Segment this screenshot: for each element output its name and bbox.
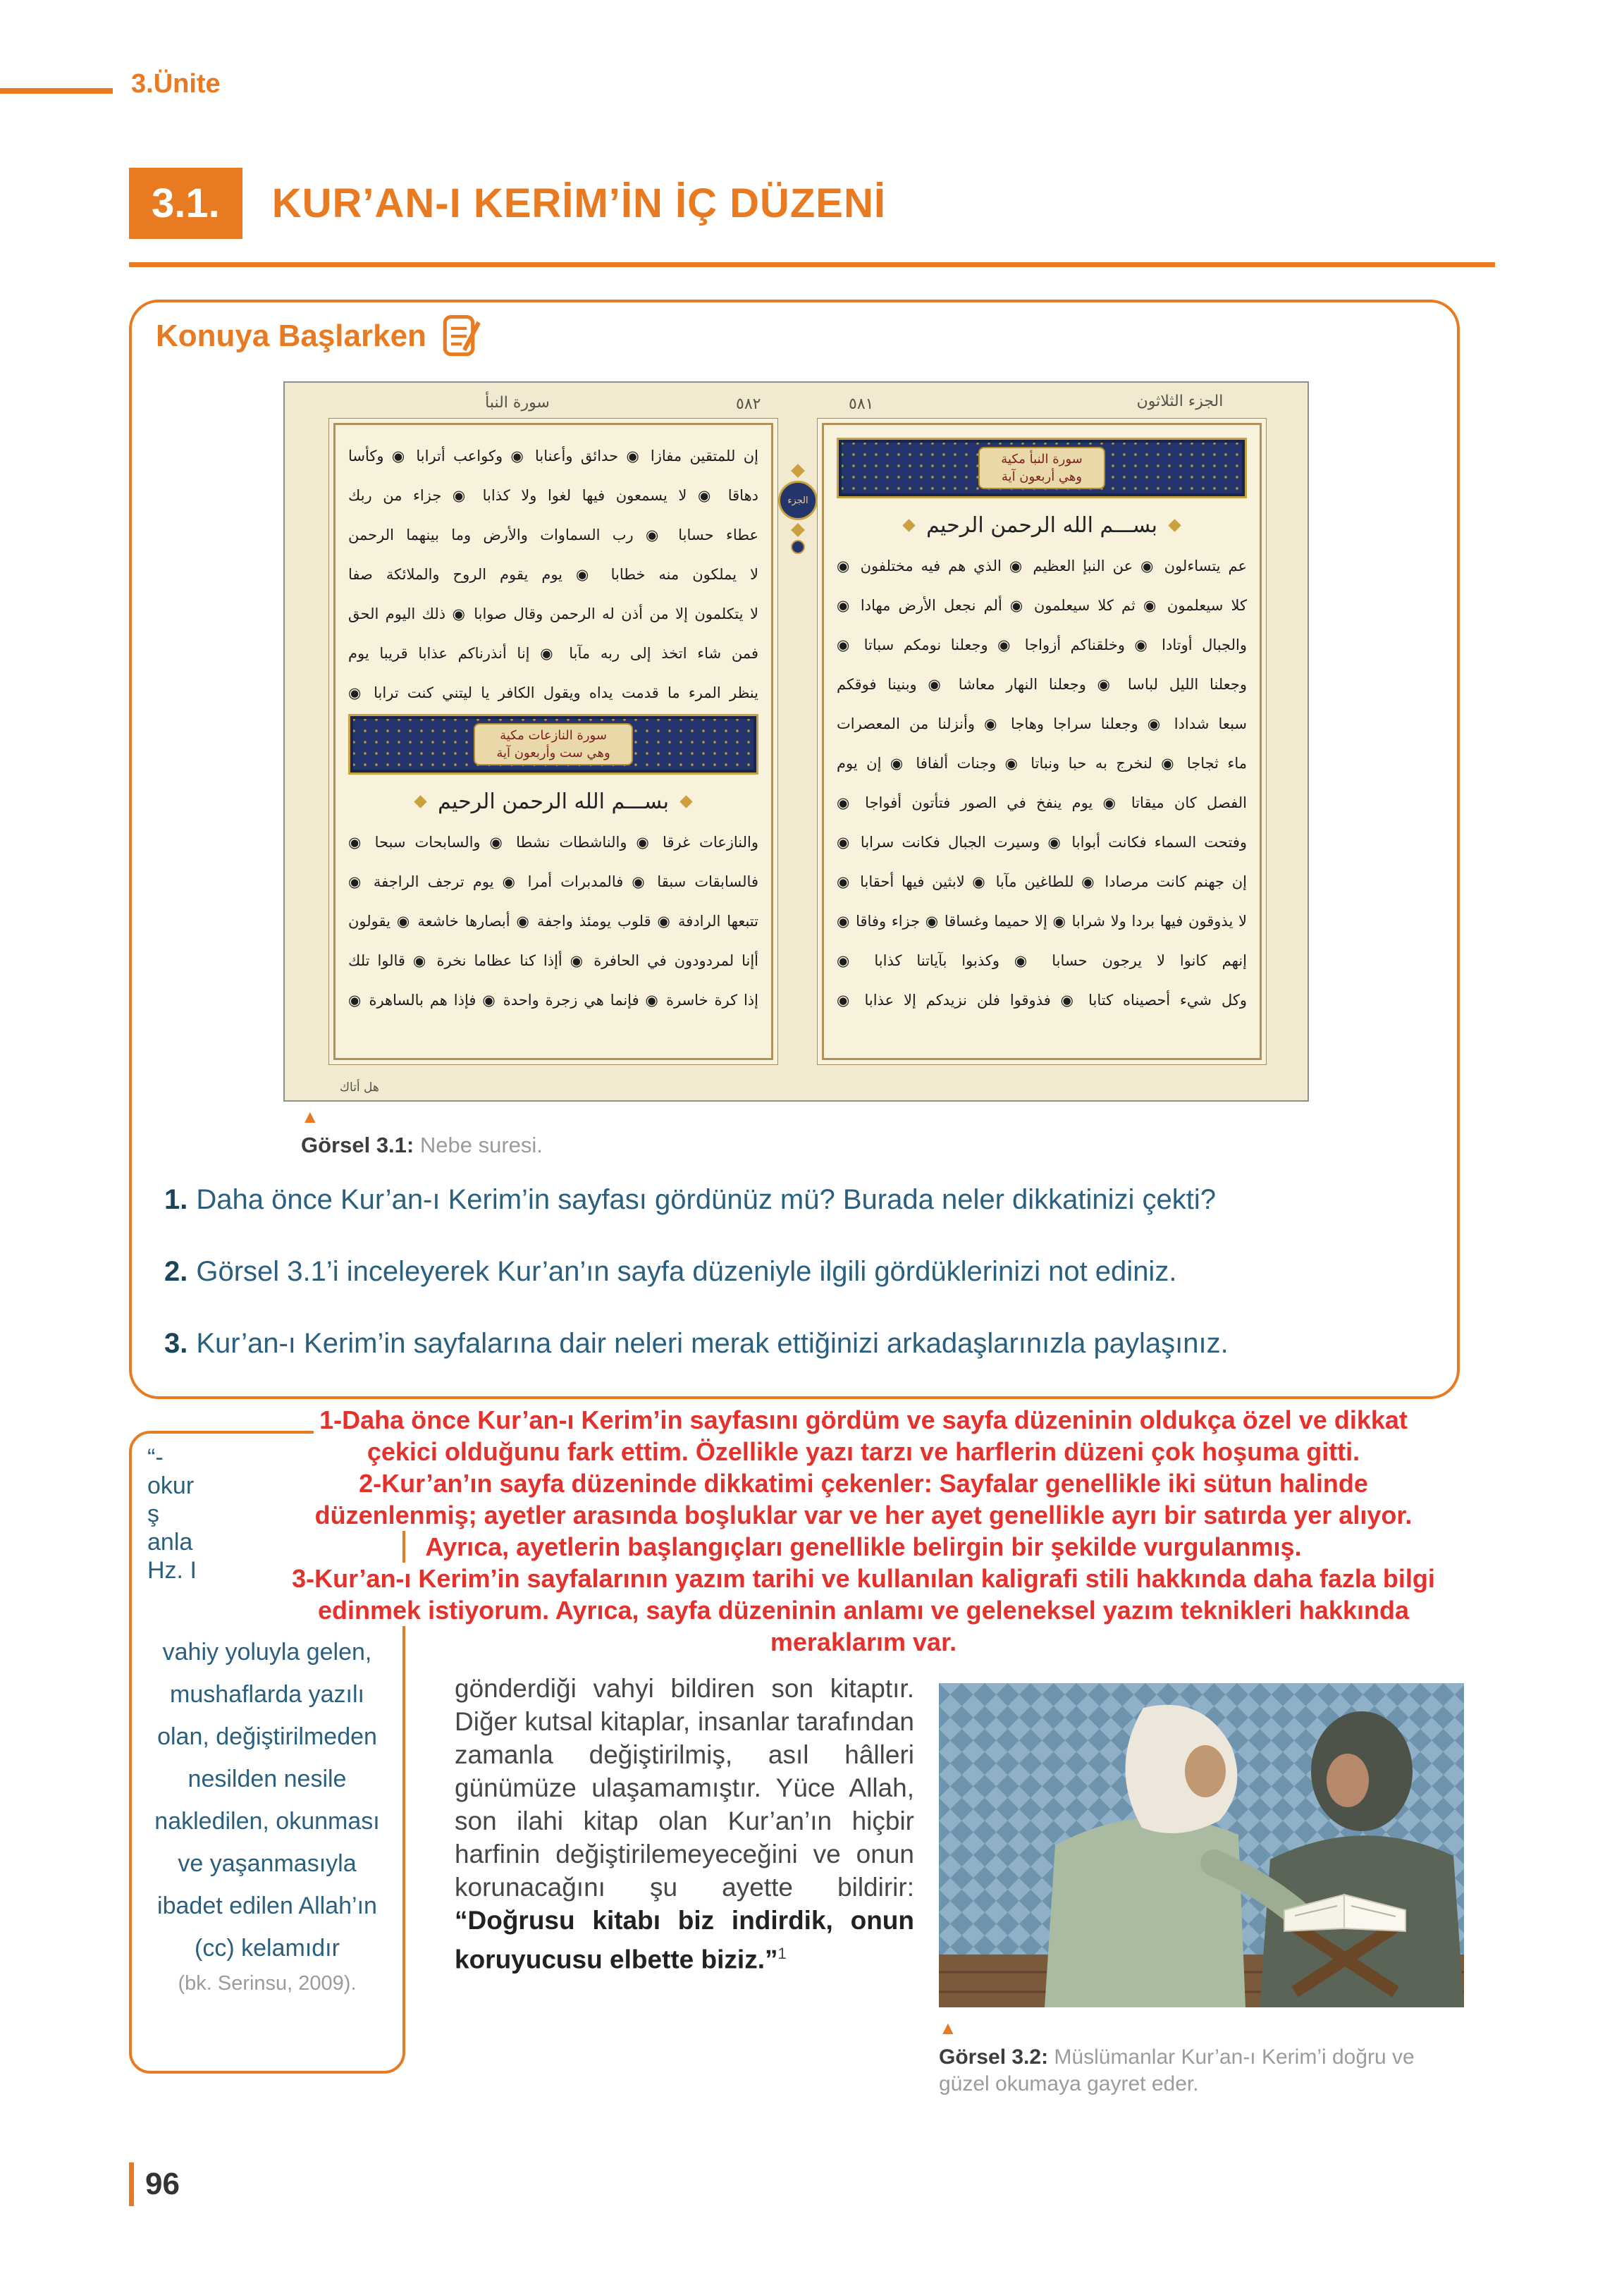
unit-label: 3.Ünite: [131, 69, 221, 99]
question-number: 3.: [164, 1328, 188, 1359]
quran-left-page: [328, 418, 778, 1065]
quote-fragment-line: Hz. I: [147, 1557, 197, 1584]
quote-line: (cc) kelamıdır: [195, 1935, 340, 1962]
besmele-text: بســـم الله الرحمن الرحيم: [926, 512, 1157, 538]
quran-right-page-frame: [822, 423, 1262, 1060]
question-item: [164, 1326, 1433, 1361]
quote-line: mushaflarda yazılı: [170, 1681, 364, 1708]
quran-left-page-frame: [333, 423, 773, 1060]
quote-lines: [140, 1631, 394, 1969]
quran-text-line: وفتحت السماء فكانت أبوابا ◉ وسيرت الجبال فكانت سرابا ◉: [837, 834, 1247, 851]
surah-title-label: سورة النبأ مكية وهي أربعون آية: [978, 447, 1105, 489]
student-answer-line: 1-Daha önce Kur’an-ı Kerim’in sayfasını gördüm ve sayfa düzeninin oldukça özel ve dikkat: [314, 1404, 1413, 1436]
caption-arrow-icon: ▲: [301, 1106, 319, 1127]
quran-text-line: والنازعات غرقا ◉ والناشطات نشطا ◉ والسابحات سبحا ◉: [348, 834, 758, 851]
quran-text-line: الفصل كان ميقاتا ◉ يوم ينفخ في الصور فتأتون أفواجا ◉: [837, 794, 1247, 811]
quran-text-line: فالسابقات سبقا ◉ فالمدبرات أمرا ◉ يوم ترجف الراجفة ◉: [348, 873, 758, 890]
question-item: [164, 1254, 1433, 1289]
notepad-pen-icon: [442, 314, 484, 359]
section-title: KUR’AN-I KERİM’İN İÇ DÜZENİ: [271, 180, 886, 226]
left-page-surah-label: سورة النبأ: [485, 394, 550, 412]
catchword: هل أتاك: [340, 1081, 379, 1095]
question-text: Kur’an-ı Kerim’in sayfalarına dair neleri merak ettiğinizi arkadaşlarınızla paylaşınız.: [196, 1328, 1229, 1359]
ornament-diamond-icon: [414, 795, 426, 808]
question-text: Daha önce Kur’an-ı Kerim’in sayfası gördünüz mü? Burada neler dikkatinizi çekti?: [196, 1184, 1217, 1215]
quran-right-lines: [837, 546, 1247, 1020]
quran-text-line: إن جهنم كانت مرصادا ◉ للطاغين مآبا ◉ لابثين فيها أحقابا ◉: [837, 873, 1247, 890]
quran-text-line: إن للمتقين مفازا ◉ حدائق وأعنابا ◉ وكواعب أترابا ◉ وكأسا: [348, 448, 758, 464]
surah-title-panel-naba: [837, 438, 1247, 498]
konuya-baslarken-title: Konuya Başlarken: [156, 319, 426, 353]
section-divider-rule: [129, 262, 1495, 267]
ornament-diamond-icon: [1168, 519, 1181, 531]
body-text: gönderdiği vahyi bildiren son kitaptır. Diğer kutsal kitaplar, insanlar tarafından zamanla değiştirilmiş, asıl hâlleri günümüze ulaşamamıştır. Yüce Allah, son ilahi kitap olan Kur’an’ın hiçbir harfinin değiştirilemeyeceğini ve onun korunacağını şu ayette bildirir:: [455, 1674, 914, 1902]
quran-text-line: أإنا لمردودون في الحافرة ◉ أإذا كنا عظاما نخرة ◉ قالوا تلك: [348, 952, 758, 969]
quote-fragment-line: ş: [147, 1501, 159, 1527]
quran-left-top-lines: [348, 436, 758, 713]
quran-text-line: عم يتساءلون ◉ عن النبإ العظيم ◉ الذي هم فيه مختلفون ◉: [837, 558, 1247, 574]
surah-title-panel-naziat: [348, 714, 758, 775]
right-page-number: ٥٨١: [849, 395, 874, 413]
quote-line: ve yaşanmasıyla: [178, 1850, 357, 1877]
caption-arrow-icon: ▲: [939, 2017, 957, 2038]
quran-text-line: سبعا شدادا ◉ وجعلنا سراجا وهاجا ◉ وأنزلنا من المعصرات: [837, 715, 1247, 732]
quran-text-line: دهاقا ◉ لا يسمعون فيها لغوا ولا كذابا ◉ جزاء من ربك: [348, 487, 758, 504]
quran-reading-photo: [939, 1683, 1464, 2007]
quote-fragment-line: okur: [147, 1472, 195, 1499]
surah-title-label: سورة النازعات مكية وهي ست وأربعون آية: [474, 723, 632, 765]
quran-text-line: ماء ثجاجا ◉ لنخرج به حبا ونباتا ◉ وجنات ألفافا ◉ إن يوم: [837, 755, 1247, 772]
student-answer-line: Ayrıca, ayetlerin başlangıçları genellikle belirgin bir şekilde vurgulanmış.: [419, 1531, 1307, 1563]
ornament-diamond-icon: [902, 519, 915, 531]
student-answers-overlay: [103, 1404, 1624, 1658]
quran-text-line: إذا كرة خاسرة ◉ فإنما هي زجرة واحدة ◉ فإذا هم بالساهرة ◉: [348, 992, 758, 1009]
question-number: 2.: [164, 1256, 188, 1287]
quote-fragment-line: “-: [147, 1444, 164, 1471]
quran-text-line: والجبال أوتادا ◉ وخلقناكم أزواجا ◉ وجعلنا نومكم سباتا ◉: [837, 636, 1247, 653]
figure-3-1-caption: [301, 1107, 543, 1158]
quran-text-line: كلا سيعلمون ◉ ثم كلا سيعلمون ◉ ألم نجعل الأرض مهادا ◉: [837, 597, 1247, 614]
quran-text-line: وكل شيء أحصيناه كتابا ◉ فذوقوا فلن نزيدكم إلا عذابا ◉: [837, 992, 1247, 1009]
juz-medallion-ornament: [777, 466, 818, 554]
quote-line: nakledilen, okunması: [154, 1808, 380, 1835]
quran-text-line: عطاء حسابا ◉ رب السماوات والأرض وما بينهما الرحمن: [348, 527, 758, 543]
quran-text-line: وجعلنا الليل لباسا ◉ وجعلنا النهار معاشا ◉ وبنينا فوقكم: [837, 676, 1247, 693]
page-number: 96: [129, 2162, 180, 2206]
quote-line: ibadet edilen Allah’ın: [157, 1892, 377, 1919]
question-item: [164, 1182, 1433, 1217]
quran-text-line: فمن شاء اتخذ إلى ربه مآبا ◉ إنا أنذرناكم عذابا قريبا يوم: [348, 645, 758, 662]
unit-accent-line: [0, 88, 113, 94]
quote-fragment-line: anla: [147, 1529, 193, 1556]
ornament-diamond-icon: [791, 464, 805, 478]
quote-line: nesilden nesile: [187, 1766, 347, 1792]
figure-3-2-caption: [939, 2019, 1460, 2098]
student-answer-line: meraklarım var.: [765, 1626, 962, 1658]
ayah-quote-bold: “Doğrusu kitabı biz indirdik, onun koruyucusu elbette biziz.”: [455, 1906, 914, 1974]
section-number-badge: 3.1.: [129, 168, 242, 239]
quote-reference: (bk. Serinsu, 2009).: [178, 1972, 357, 1995]
footnote-marker: 1: [777, 1945, 787, 1962]
besmele-row: [837, 504, 1247, 546]
konuya-baslarken-tab: [156, 314, 484, 359]
quote-line: vahiy yoluyla gelen,: [162, 1639, 372, 1666]
quran-text-line: لا يذوقون فيها بردا ولا شرابا ◉ إلا حميما وغساقا ◉ جزاء وفاقا ◉: [837, 913, 1247, 930]
page-number-accent-bar: [129, 2162, 134, 2206]
quran-right-page: [817, 418, 1267, 1065]
quran-spread-figure: [283, 381, 1309, 1102]
quran-text-line: ينظر المرء ما قدمت يداه ويقول الكافر يا ليتني كنت ترابا ◉: [348, 684, 758, 701]
body-paragraph: [455, 1672, 914, 1976]
student-answer-line: çekici olduğunu fark ettim. Özellikle yazı tarzı ve harflerin düzeni çok hoşuma gitti.: [362, 1436, 1365, 1467]
quote-line: olan, değiştirilmeden: [157, 1723, 377, 1750]
right-page-juz-label: الجزء الثلاثون: [1136, 393, 1224, 410]
figure-3-1-caption-text: Görsel 3.1: Nebe suresi.: [301, 1133, 543, 1157]
quran-left-bottom-lines: [348, 823, 758, 1020]
ornament-diamond-icon: [679, 795, 692, 808]
quran-text-line: لا يملكون منه خطابا ◉ يوم يقوم الروح والملائكة صفا: [348, 566, 758, 583]
questions-list: [164, 1182, 1433, 1361]
konuya-baslarken-box: [129, 300, 1460, 1399]
student-answer-line: düzenlenmiş; ayetler arasında boşluklar var ve her ayet genellikle ayrı bir satırda yer alıyor.: [309, 1499, 1418, 1531]
juz-medallion-text: الجزء: [778, 481, 818, 520]
section-header: [129, 168, 886, 239]
besmele-text: بســـم الله الرحمن الرحيم: [438, 789, 669, 814]
student-answer-line: edinmek istiyorum. Ayrıca, sayfa düzeninin anlamı ve geleneksel yazım teknikleri hakkında: [312, 1594, 1415, 1626]
ornament-diamond-icon: [791, 523, 805, 537]
ornament-circle-icon: [791, 540, 805, 554]
besmele-row: [348, 780, 758, 823]
student-answer-line: 3-Kur’an-ı Kerim’in sayfalarının yazım tarihi ve kullanılan kaligrafi stili hakkında daha fazla bilgi: [286, 1563, 1441, 1594]
quran-text-line: تتبعها الرادفة ◉ قلوب يومئذ واجفة ◉ أبصارها خاشعة ◉ يقولون: [348, 913, 758, 930]
figure-3-2-caption-text: Görsel 3.2: Müslümanlar Kur’an-ı Kerim’i doğru ve güzel okumaya gayret eder.: [939, 2045, 1415, 2095]
question-text: Görsel 3.1’i inceleyerek Kur’an’ın sayfa düzeniyle ilgili gördüklerinizi not ediniz.: [196, 1256, 1177, 1287]
question-number: 1.: [164, 1184, 188, 1215]
left-page-number: ٥٨٢: [736, 395, 761, 413]
photo-column: [939, 1683, 1464, 2098]
student-answer-line: 2-Kur’an’ın sayfa düzeninde dikkatimi çekenler: Sayfalar genellikle iki sütun halinde: [353, 1467, 1374, 1499]
quran-text-line: إنهم كانوا لا يرجون حسابا ◉ وكذبوا بآياتنا كذابا ◉: [837, 952, 1247, 969]
quran-text-line: لا يتكلمون إلا من أذن له الرحمن وقال صوابا ◉ ذلك اليوم الحق: [348, 605, 758, 622]
